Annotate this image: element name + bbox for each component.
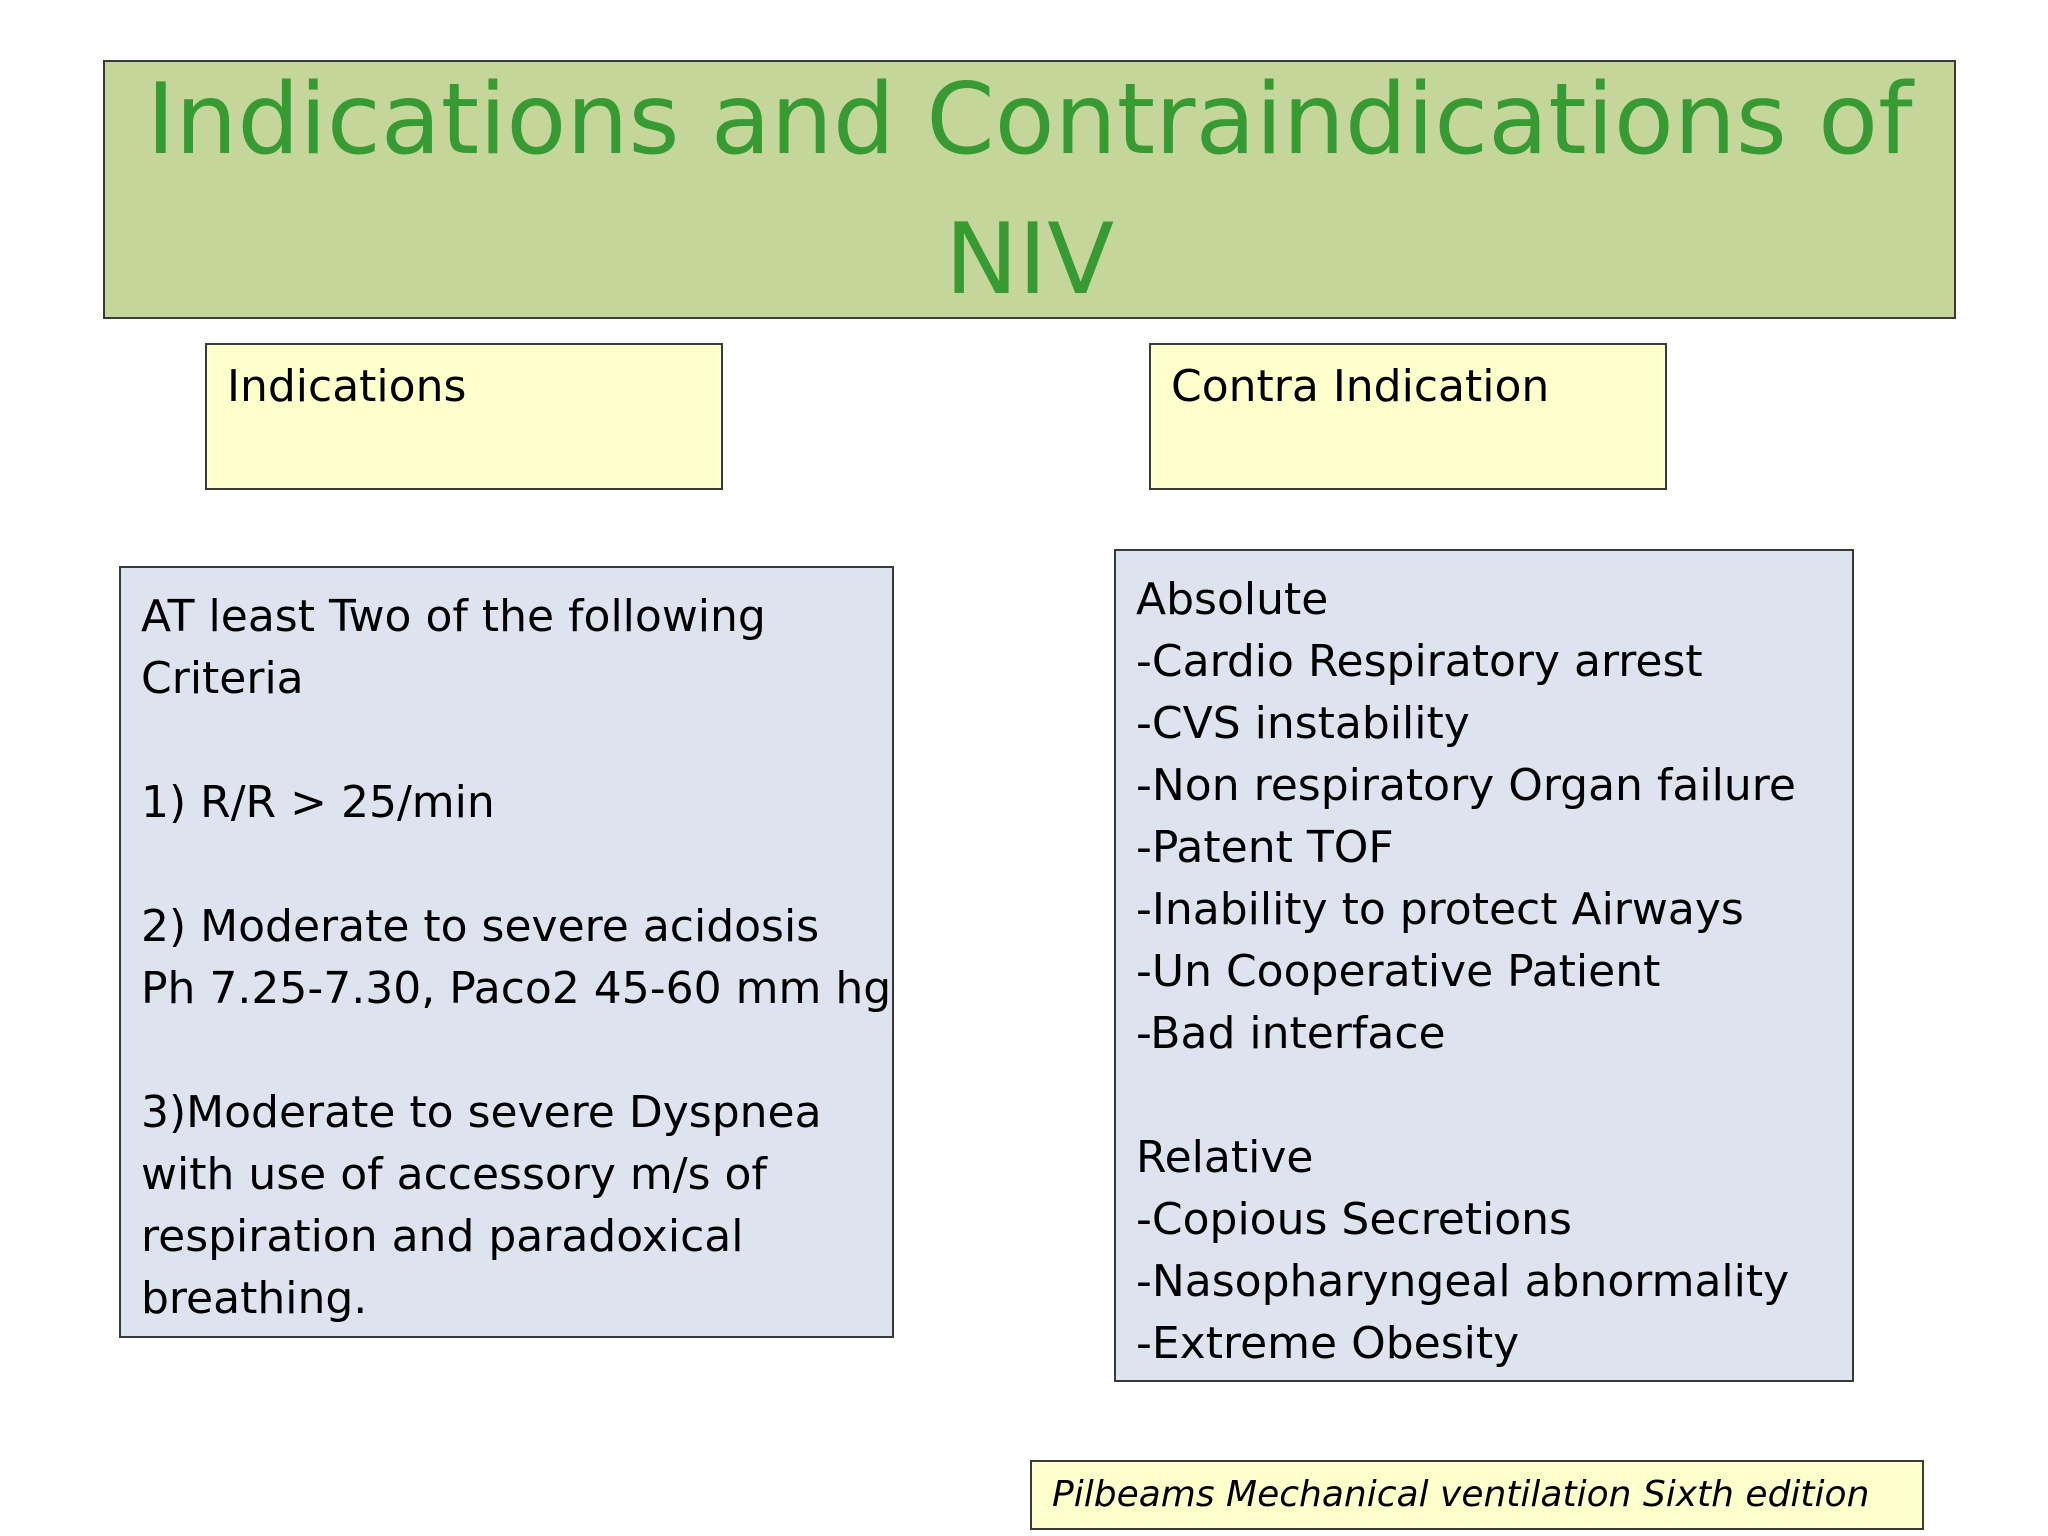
contraindications-line: -Nasopharyngeal abnormality (1136, 1256, 1790, 1307)
contraindications-line: -Non respiratory Organ failure (1136, 760, 1796, 811)
indications-line: AT least Two of the following (141, 591, 766, 642)
contraindications-line: -Extreme Obesity (1136, 1318, 1520, 1369)
indications-line: respiration and paradoxical (141, 1211, 744, 1262)
reference-citation: Pilbeams Mechanical ventilation Sixth edition (1052, 1474, 1870, 1515)
contraindications-line: -Cardio Respiratory arrest (1136, 636, 1703, 687)
indications-line: Criteria (141, 653, 304, 704)
indications-heading-box (205, 343, 723, 490)
contraindications-line: -Copious Secretions (1136, 1194, 1572, 1245)
contraindications-line: Absolute (1136, 574, 1329, 625)
contraindications-line: -Inability to protect Airways (1136, 884, 1744, 935)
contraindications-line: -Bad interface (1136, 1008, 1446, 1059)
contraindications-line: -Un Cooperative Patient (1136, 946, 1661, 997)
indications-line: 1) R/R > 25/min (141, 777, 495, 828)
slide-title-line-1: Indications and Contraindications of (146, 62, 1913, 177)
contraindications-heading: Contra Indication (1171, 361, 1550, 412)
contraindications-line: -Patent TOF (1136, 822, 1394, 873)
contraindications-heading-box (1149, 343, 1667, 490)
reference-citation-box (1030, 1460, 1924, 1530)
indications-line: with use of accessory m/s of (141, 1149, 767, 1200)
contraindications-line: -CVS instability (1136, 698, 1470, 749)
indications-heading: Indications (227, 361, 467, 412)
slide-title-line-2: NIV (944, 202, 1115, 317)
indications-line: breathing. (141, 1273, 368, 1324)
contraindications-line: Relative (1136, 1132, 1314, 1183)
slide-title-box (103, 60, 1956, 319)
contraindications-line (1136, 1065, 1832, 1127)
indications-line (141, 834, 872, 896)
indications-line (141, 710, 872, 772)
indications-line (141, 1020, 872, 1082)
indications-content-box (119, 566, 894, 1338)
indications-line: 2) Moderate to severe acidosis (141, 901, 820, 952)
contraindications-content-box (1114, 549, 1854, 1382)
indications-line: 3)Moderate to severe Dyspnea (141, 1087, 822, 1138)
indications-line: Ph 7.25-7.30, Paco2 45-60 mm hg (141, 963, 892, 1014)
